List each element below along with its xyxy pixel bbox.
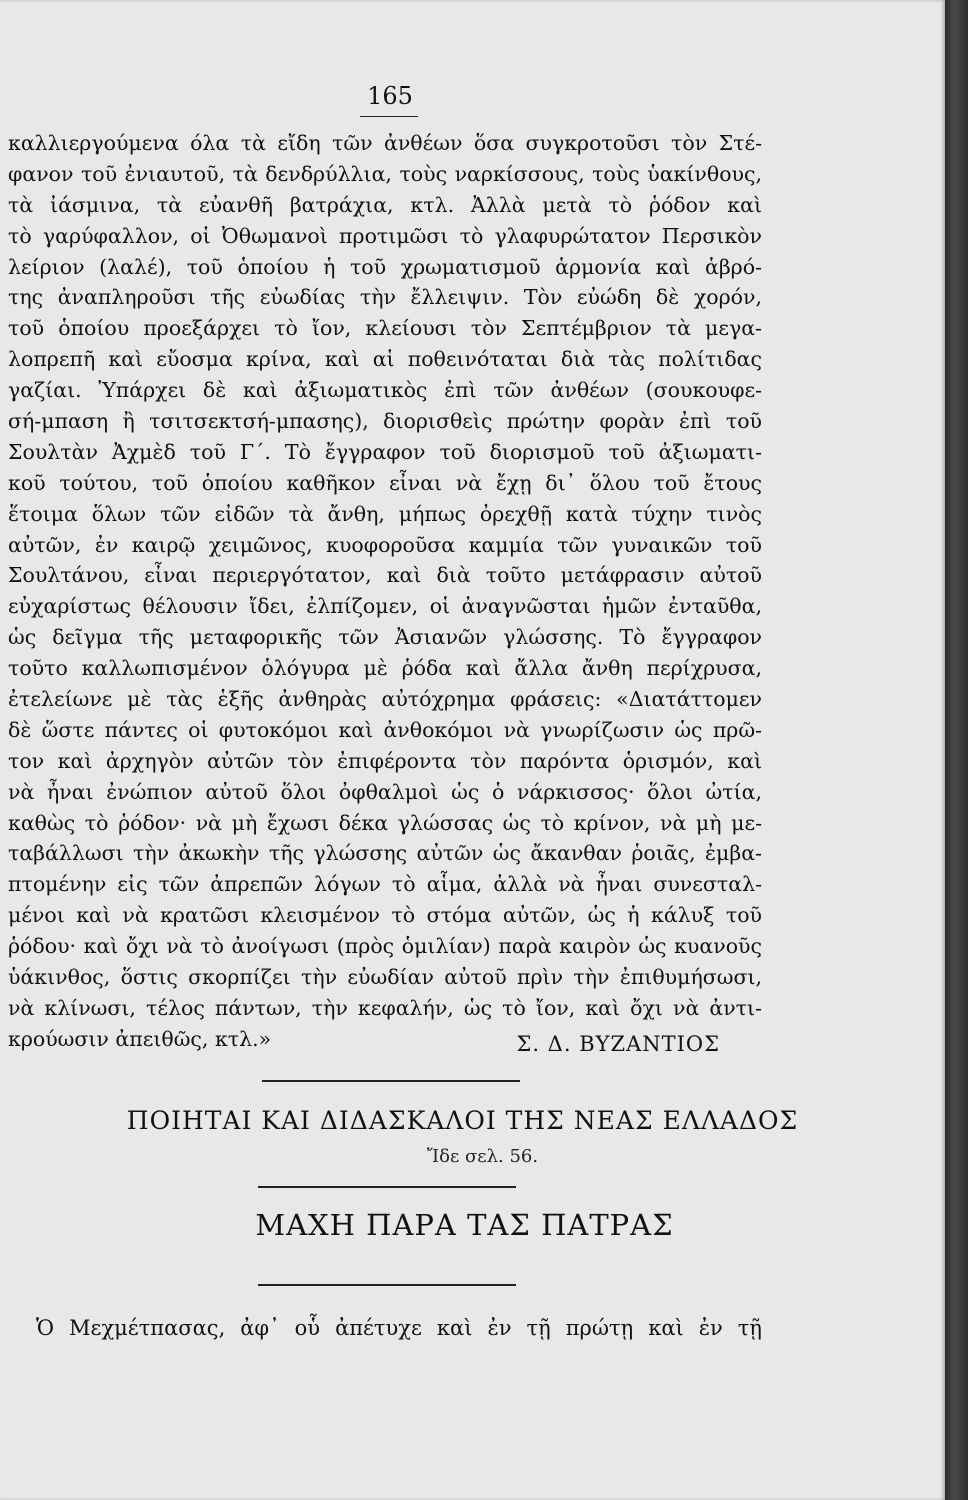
text-line: ὑάκινθος, ὅστις σκορπίζει τὴν εὐωδίαν αὐτοῦ πρὶν τὴν ἐπιθυμήσωσι, [8, 965, 762, 990]
text-line: γαζίαι. Ὑπάρχει δὲ καὶ ἀξιωματικὸς ἐπὶ τῶν ἀνθέων (σουκουφε- [8, 378, 762, 403]
poem-opening-line: Ὁ Μεχμέτπασας, ἀφ᾽ οὗ ἀπέτυχε καὶ ἐν τῇ πρώτῃ καὶ ἐν τῇ [36, 1316, 762, 1340]
book-edge [945, 0, 968, 1500]
text-line: καθὼς τὸ ῥόδον· νὰ μὴ ἔχωσι δέκα γλώσσας ὡς τὸ κρίνον, νὰ μὴ με- [8, 810, 762, 835]
text-line: σή-μπαση ἢ τσιτσεκτσή-μπασης), διορισθεὶς πρώτην φορὰν ἐπὶ τοῦ [8, 409, 762, 434]
text-line: ἐτελείωνε μὲ τὰς ἑξῆς ἀνθηρὰς αὐτόχρημα φράσεις: «Διατάττομεν [8, 687, 762, 712]
text-line: τοῦτο καλλωπισμένον ὁλόγυρα μὲ ῥόδα καὶ ἄλλα ἄνθη περίχρυσα, [8, 656, 762, 681]
text-line: κρούωσιν ἀπειθῶς, κτλ.» [8, 1026, 272, 1051]
text-line: ῥόδου· καὶ ὄχι νὰ τὸ ἀνοίγωσι (πρὸς ὁμιλίαν) παρὰ καιρὸν ὡς κυανοῦς [8, 934, 762, 959]
text-line: ὡς δεῖγμα τῆς μεταφορικῆς τῶν Ἀσιανῶν γλώσσης. Τὸ ἔγγραφον [8, 625, 762, 650]
text-line: Σουλτάνου, εἶναι περιεργότατον, καὶ διὰ τοῦτο μετάφρασιν αὐτοῦ [8, 563, 762, 588]
text-line: εὐχαρίστως θέλουσιν ἴδει, ἐλπίζομεν, οἱ ἀναγνῶσται ἡμῶν ἐνταῦθα, [8, 594, 762, 619]
page-number-rule [360, 116, 418, 117]
section-title: ΠΟΙΗΤΑΙ ΚΑΙ ΔΙΔΑΣΚΑΛΟΙ ΤΗΣ ΝΕΑΣ ΕΛΛΑΔΟΣ [126, 1106, 799, 1135]
text-line: λοπρεπῆ καὶ εὔοσμα κρίνα, καὶ αἱ ποθεινόταται διὰ τὰς πολίτιδας [8, 347, 762, 372]
text-line: τὰ ἰάσμινα, τὰ εὐανθῆ βατράχια, κτλ. Ἀλλὰ μετὰ τὸ ῥόδον καὶ [8, 192, 762, 217]
text-line: μένοι καὶ νὰ κρατῶσι κλεισμένον τὸ στόμα αὐτῶν, ὡς ἡ κάλυξ τοῦ [8, 903, 762, 928]
author-signature: Σ. Δ. ΒΥΖΑΝΤΙΟΣ [516, 1032, 720, 1056]
poem-title: ΜΑΧΗ ΠΑΡΑ ΤΑΣ ΠΑΤΡΑΣ [255, 1208, 674, 1242]
text-line: ἕτοιμα ὅλων τῶν εἰδῶν τὰ ἄνθη, μήπως ὀρεχθῇ κατὰ τύχην τινὸς [8, 501, 762, 526]
section-reference-note: Ἴδε σελ. 56. [426, 1146, 539, 1167]
body-text [8, 128, 762, 1055]
text-line: ταβάλλωσι τὴν ἀκωκὴν τῆς γλώσσης αὐτῶν ὡς ἄκανθαν ῥοιᾶς, ἐμβα- [8, 841, 762, 866]
text-line: Σουλτὰν Ἀχμὲδ τοῦ Γ΄. Τὸ ἔγγραφον τοῦ διορισμοῦ τοῦ ἀξιωματι- [8, 439, 762, 464]
text-line: δὲ ὥστε πάντες οἱ φυτοκόμοι καὶ ἀνθοκόμοι νὰ γνωρίζωσιν ὡς πρῶ- [8, 717, 762, 742]
divider-rule-3 [258, 1284, 516, 1286]
text-line: τὸ γαρύφαλλον, οἱ Ὀθωμανοὶ προτιμῶσι τὸ γλαφυρώτατον Περσικὸν [8, 223, 762, 248]
text-line: φανον τοῦ ἐνιαυτοῦ, τὰ δενδρύλλια, τοὺς ναρκίσσους, τοὺς ὑακίνθους, [8, 161, 762, 186]
text-line: της ἀναπληροῦσι τῆς εὐωδίας τὴν ἔλλειψιν. Τὸν εὐώδη δὲ χορόν, [8, 285, 762, 310]
page-number: 165 [367, 82, 413, 110]
text-line: λείριον (λαλέ), τοῦ ὁποίου ἡ τοῦ χρωματισμοῦ ἁρμονία καὶ ἁβρό- [8, 254, 762, 279]
divider-rule-1 [262, 1080, 520, 1082]
text-line: νὰ ἦναι ἐνώπιον αὐτοῦ ὅλοι ὀφθαλμοὶ ὡς ὁ νάρκισσος· ὅλοι ὠτία, [8, 779, 762, 804]
text-line: τοῦ ὁποίου προεξάρχει τὸ ἴον, κλείουσι τὸν Σεπτέμβριον τὰ μεγα- [8, 316, 762, 341]
text-line: καλλιεργούμενα όλα τὰ εἴδη τῶν ἀνθέων ὅσα συγκροτοῦσι τὸν Στέ- [8, 131, 762, 155]
text-line: κοῦ τούτου, τοῦ ὁποίου καθῆκον εἶναι νὰ ἔχῃ δι᾽ ὅλου τοῦ ἔτους [8, 470, 762, 495]
text-line: τον καὶ ἀρχηγὸν αὐτῶν τὸν ἐπιφέροντα τὸν παρόντα ὁρισμόν, καὶ [8, 748, 762, 773]
text-line: αὐτῶν, ἐν καιρῷ χειμῶνος, κυοφοροῦσα καμμία τῶν γυναικῶν τοῦ [8, 532, 762, 557]
text-line: νὰ κλίνωσι, τέλος πάντων, τὴν κεφαλήν, ὡς τὸ ἴον, καὶ ὄχι νὰ ἀντι- [8, 995, 762, 1020]
divider-rule-2 [258, 1186, 516, 1188]
text-line: πτομένην εἰς τῶν ἀπρεπῶν λόγων τὸ αἷμα, ἀλλὰ νὰ ἦναι συνεσταλ- [8, 872, 762, 897]
